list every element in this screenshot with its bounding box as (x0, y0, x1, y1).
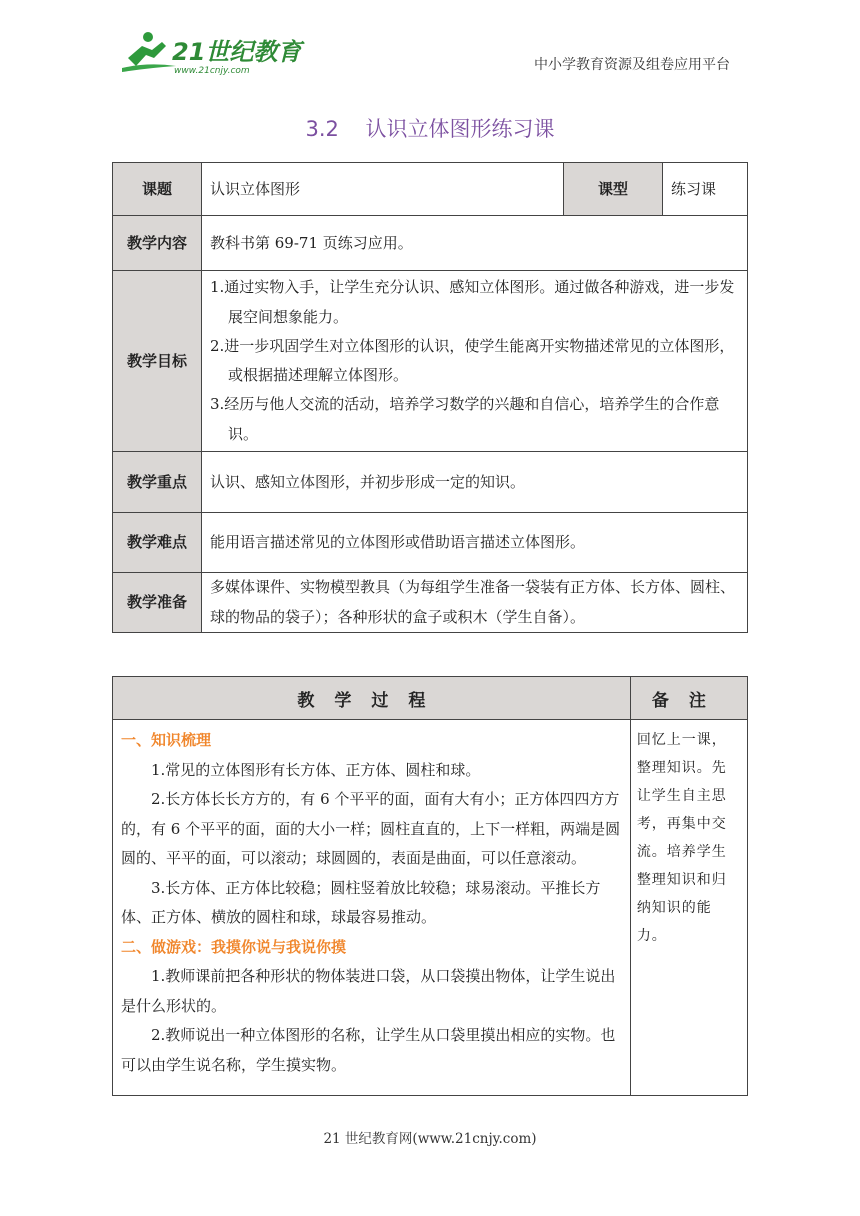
process-header-row (113, 677, 748, 720)
process-content (113, 720, 631, 1096)
prep-value: 多媒体课件、实物模型教具（为每组学生准备一袋装有正方体、长方体、圆柱、球的物品的袋子）；各种形状的盒子或积木（学生自备）。 (202, 573, 748, 633)
goal-item: 1.通过实物入手，让学生充分认识、感知立体图形。通过做各种游戏，进一步发展空间想象能力。 (210, 278, 735, 326)
content-row (113, 216, 748, 271)
process-paragraph: 1.教师课前把各种形状的物体装进口袋，从口袋摸出物体，让学生说出是什么形状的。 (121, 967, 616, 1015)
goal-item: 3.经历与他人交流的活动，培养学习数学的兴趣和自信心，培养学生的合作意识。 (210, 395, 720, 443)
course-label: 课题 (113, 163, 202, 216)
process-paragraph: 2.长方体长长方方的，有 6 个平平的面，面有大有小；正方体四四方方的，有 6 个平平的面，面的大小一样；圆柱直直的，上下一样粗，两端是圆圆的、平平的面，可以滚动；球圆圆的，表面是曲面，可以任意滚动。 (121, 790, 621, 868)
logo-url: www.21cnjy.com (174, 66, 250, 76)
section-title: 一、知识梳理 (121, 731, 212, 749)
type-value: 练习课 (663, 163, 748, 216)
content-label: 教学内容 (113, 216, 202, 271)
key-row (113, 452, 748, 513)
platform-name: 中小学教育资源及组卷应用平台 (534, 57, 730, 73)
logo-icon (118, 28, 302, 78)
page-footer: 21 世纪教育网(www.21cnjy.com) (323, 1131, 537, 1147)
process-paragraph: 1.常见的立体图形有长方体、正方体、圆柱和球。 (151, 760, 481, 779)
teaching-process-table (112, 676, 748, 1096)
difficulty-row (113, 513, 748, 573)
key-label: 教学重点 (113, 452, 202, 513)
prep-row (113, 573, 748, 633)
page-title: 3.2 认识立体图形练习课 (305, 117, 555, 141)
logo-text: 21世纪教育 (172, 38, 302, 66)
notes-content: 回忆上一课，整理知识。先让学生自主思考，再集中交流。培养学生整理知识和归纳知识的能力。 (630, 720, 747, 1096)
process-header: 教学过程 (113, 677, 631, 720)
section-title: 二、做游戏：我摸你说与我说你摸 (121, 937, 347, 956)
course-row (113, 163, 748, 216)
process-paragraph: 3.长方体、正方体比较稳；圆柱竖着放比较稳；球易滚动。平推长方体、正方体、横放的圆柱和球，球最容易推动。 (121, 878, 601, 927)
goals-list (202, 271, 748, 452)
difficulty-value: 能用语言描述常见的立体图形或借助语言描述立体图形。 (202, 513, 748, 573)
notes-header: 备注 (630, 677, 747, 720)
site-logo (118, 28, 302, 78)
process-paragraph: 2.教师说出一种立体图形的名称，让学生从口袋里摸出相应的实物。也可以由学生说名称，学生摸实物。 (121, 1026, 616, 1075)
process-body-row (113, 720, 748, 1096)
key-value: 认识、感知立体图形，并初步形成一定的知识。 (202, 452, 748, 513)
type-label: 课型 (564, 163, 663, 216)
course-value: 认识立体图形 (202, 163, 564, 216)
difficulty-label: 教学难点 (113, 513, 202, 573)
goals-row (113, 271, 748, 452)
goal-item: 2.进一步巩固学生对立体图形的认识，使学生能离开实物描述常见的立体图形，或根据描述理解立体图形。 (210, 336, 735, 384)
prep-label: 教学准备 (113, 573, 202, 633)
content-value: 教科书第 69-71 页练习应用。 (202, 216, 748, 271)
goals-label: 教学目标 (113, 271, 202, 452)
lesson-info-table (112, 162, 748, 633)
